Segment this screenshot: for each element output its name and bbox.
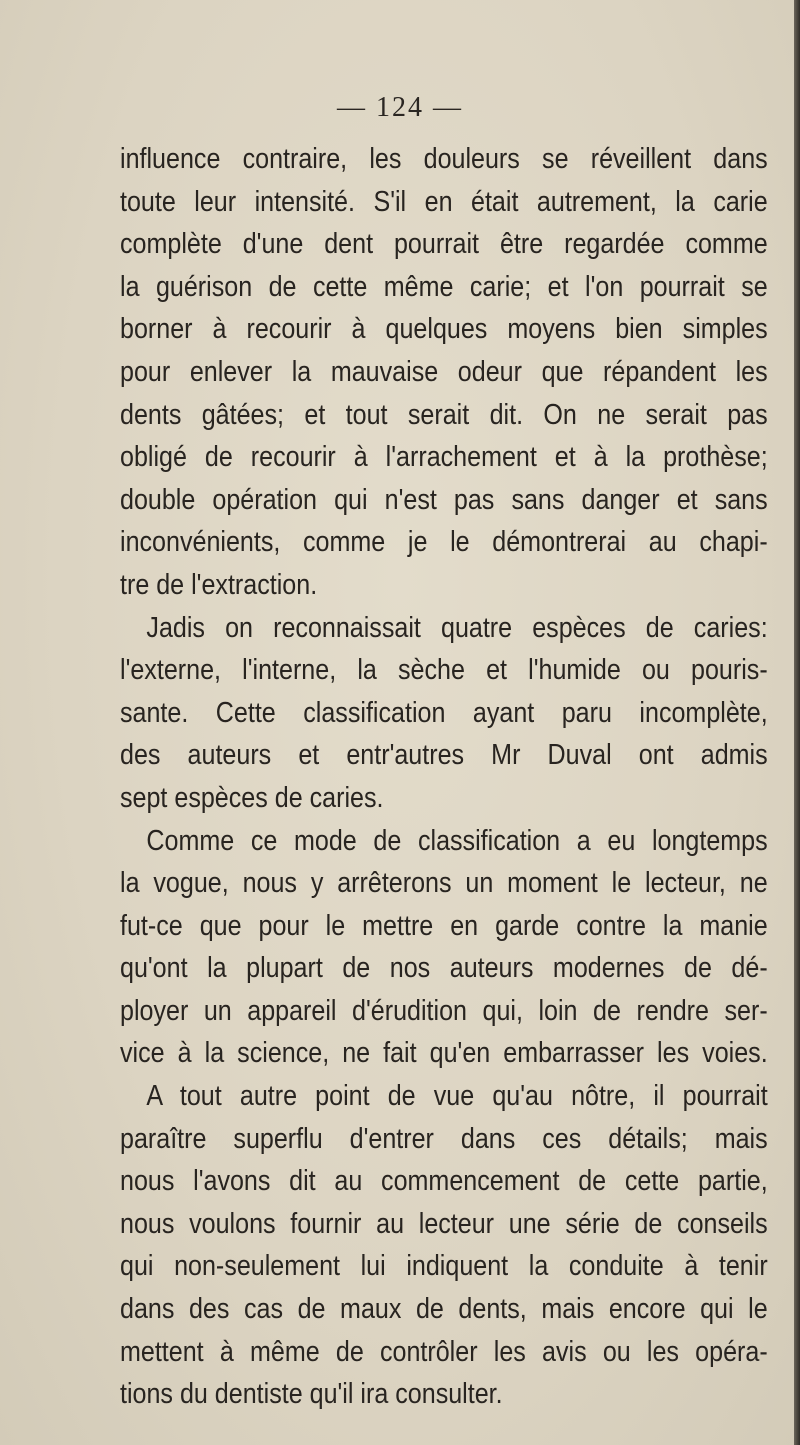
text-line: paraître superflu d'entrer dans ces détails; mais bbox=[120, 1122, 768, 1155]
page-number-header: — 124 — bbox=[337, 92, 463, 123]
text-line: A tout autre point de vue qu'au nôtre, il pourrait bbox=[146, 1080, 768, 1113]
text-line: nous voulons fournir au lecteur une série de conseils bbox=[120, 1207, 768, 1240]
text-line: sante. Cette classification ayant paru incomplète, bbox=[120, 696, 768, 729]
text-line: ployer un appareil d'érudition qui, loin de rendre ser- bbox=[120, 994, 768, 1027]
text-line: qu'ont la plupart de nos auteurs modernes de dé- bbox=[120, 952, 768, 985]
text-line: dans des cas de maux de dents, mais encore qui le bbox=[120, 1293, 768, 1326]
text-line: tre de l'extraction. bbox=[120, 568, 318, 601]
text-line: tions du dentiste qu'il ira consulter. bbox=[120, 1378, 503, 1411]
text-line: Jadis on reconnaissait quatre espèces de caries: bbox=[146, 611, 768, 644]
text-line: inconvénients, comme je le démontrerai au chapi- bbox=[120, 526, 768, 559]
text-line: Comme ce mode de classification a eu longtemps bbox=[146, 824, 768, 857]
text-lines bbox=[120, 138, 768, 1416]
text-line: toute leur intensité. S'il en était autrement, la carie bbox=[120, 185, 768, 218]
text-line: la vogue, nous y arrêterons un moment le lecteur, ne bbox=[120, 867, 768, 900]
body-text bbox=[120, 138, 768, 1416]
text-line: l'externe, l'interne, la sèche et l'humide ou pouris- bbox=[120, 654, 768, 687]
text-line: mettent à même de contrôler les avis ou les opéra- bbox=[120, 1335, 768, 1368]
text-line: des auteurs et entr'autres Mr Duval ont admis bbox=[120, 739, 768, 772]
text-line: obligé de recourir à l'arrachement et à la prothèse; bbox=[120, 441, 768, 474]
text-line: dents gâtées; et tout serait dit. On ne serait pas bbox=[120, 398, 768, 431]
text-line: fut-ce que pour le mettre en garde contre la manie bbox=[120, 909, 768, 942]
text-line: vice à la science, ne fait qu'en embarrasser les voies. bbox=[120, 1037, 768, 1070]
text-line: double opération qui n'est pas sans danger et sans bbox=[120, 483, 768, 516]
text-line: influence contraire, les douleurs se réveillent dans bbox=[120, 143, 768, 175]
text-line: complète d'une dent pourrait être regardée comme bbox=[120, 228, 768, 261]
text-line: la guérison de cette même carie; et l'on pourrait se bbox=[120, 270, 768, 303]
page-edge-shadow bbox=[794, 0, 800, 1445]
text-line: pour enlever la mauvaise odeur que répandent les bbox=[120, 355, 768, 388]
text-line: sept espèces de caries. bbox=[120, 781, 384, 814]
text-line: nous l'avons dit au commencement de cette partie, bbox=[120, 1165, 768, 1198]
text-line: borner à recourir à quelques moyens bien simples bbox=[120, 313, 768, 346]
text-line: qui non-seulement lui indiquent la conduite à tenir bbox=[120, 1250, 768, 1283]
